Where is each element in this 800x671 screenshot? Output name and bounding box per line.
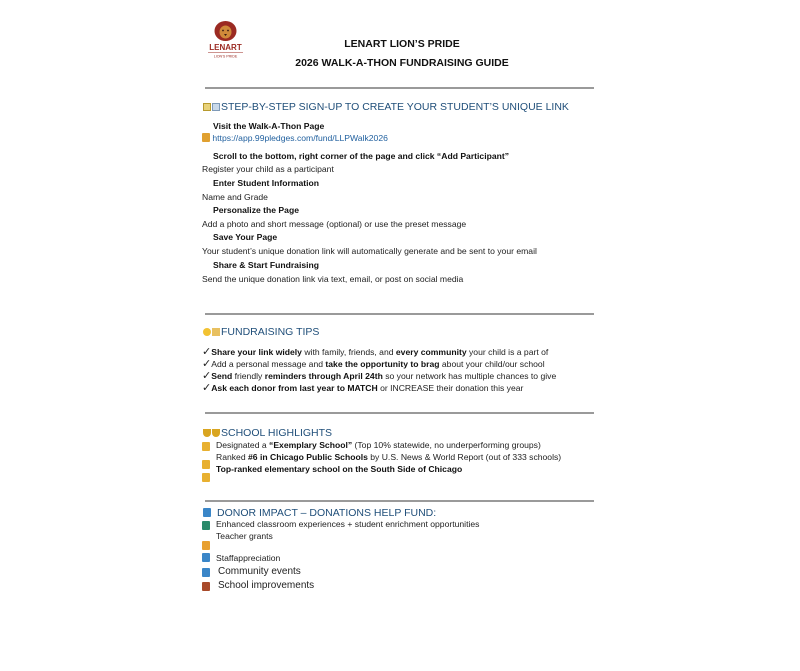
divider (205, 87, 594, 89)
impact-2: Teacher grants (216, 531, 273, 541)
divider (205, 500, 594, 502)
page-title: LENART LION’S PRIDE (344, 38, 460, 50)
star-icon (202, 442, 210, 451)
highlight-3: Top-ranked elementary school on the South Side of Chicago (216, 464, 463, 474)
bullet-icon (202, 553, 210, 562)
memo-icon (203, 103, 211, 111)
svg-text:LION'S PRIDE: LION'S PRIDE (213, 54, 238, 59)
impact-3: Staffappreciation (216, 553, 281, 563)
step4-title: Personalize the Page (213, 205, 299, 215)
step4-desc: Add a photo and short message (optional) or use the preset message (202, 219, 467, 229)
bullet-icon (202, 541, 210, 550)
money-icon (212, 328, 220, 336)
checkmark-icon: ✓ (202, 346, 212, 358)
step6-title: Share & Start Fundraising (213, 260, 320, 270)
step5-desc: Your student’s unique donation link will automatically generate and be sent to your email (202, 246, 537, 256)
svg-text:LENART: LENART (209, 43, 242, 52)
tip-4: ✓Ask each donor from last year to MATCH or INCREASE their donation this year (202, 382, 524, 394)
divider (205, 313, 594, 315)
step2-title: Scroll to the bottom, right corner of the page and click “Add Participant” (213, 151, 510, 161)
star-icon (202, 460, 210, 469)
checkmark-icon: ✓ (202, 358, 212, 370)
impact-4: Community events (218, 566, 301, 577)
impact-1: Enhanced classroom experiences + student enrichment opportunities (216, 519, 480, 529)
impact-5: School improvements (218, 580, 315, 591)
signup-heading: STEP-BY-STEP SIGN-UP TO CREATE YOUR STUDENT’S UNIQUE LINK (203, 101, 569, 113)
trophy-icon (203, 429, 211, 437)
star-icon (202, 473, 210, 482)
step3-desc: Name and Grade (202, 192, 268, 202)
divider (205, 412, 594, 414)
step6-desc: Send the unique donation link via text, email, or post on social media (202, 274, 464, 284)
heart-icon (203, 508, 211, 517)
highlight-1: Designated a “Exemplary School” (Top 10% statewide, no underperforming groups) (216, 440, 541, 450)
bullet-icon (202, 568, 210, 577)
checkmark-icon: ✓ (202, 370, 212, 382)
step5-title: Save Your Page (213, 232, 278, 242)
page-subtitle: 2026 WALK-A-THON FUNDRAISING GUIDE (295, 57, 509, 69)
tip-2: ✓Add a personal message and take the opportunity to brag about your child/our school (202, 358, 545, 370)
step2-desc: Register your child as a participant (202, 164, 334, 174)
step3-title: Enter Student Information (213, 178, 319, 188)
tip-3: ✓Send friendly reminders through April 24th so your network has multiple chances to give (202, 370, 557, 382)
pointer-icon (202, 133, 210, 142)
bullet-icon (202, 582, 210, 591)
step1-title: Visit the Walk-A-Thon Page (213, 121, 325, 131)
memo-icon (212, 103, 220, 111)
walkathon-link[interactable]: https://app.99pledges.com/fund/LLPWalk2026 (212, 133, 388, 143)
lightbulb-icon (203, 328, 211, 336)
tips-heading: FUNDRAISING TIPS (203, 326, 319, 338)
trophy-icon (212, 429, 220, 437)
bullet-icon (202, 521, 210, 530)
highlight-2: Ranked #6 in Chicago Public Schools by U.S. News & World Report (out of 333 schools) (216, 452, 562, 462)
highlights-heading: SCHOOL HIGHLIGHTS (203, 427, 332, 439)
impact-heading: DONOR IMPACT – DONATIONS HELP FUND: (203, 507, 436, 519)
step1-link-row (202, 133, 388, 143)
tip-1: ✓Share your link widely with family, friends, and every community your child is a part of (202, 346, 549, 358)
checkmark-icon: ✓ (202, 382, 212, 394)
